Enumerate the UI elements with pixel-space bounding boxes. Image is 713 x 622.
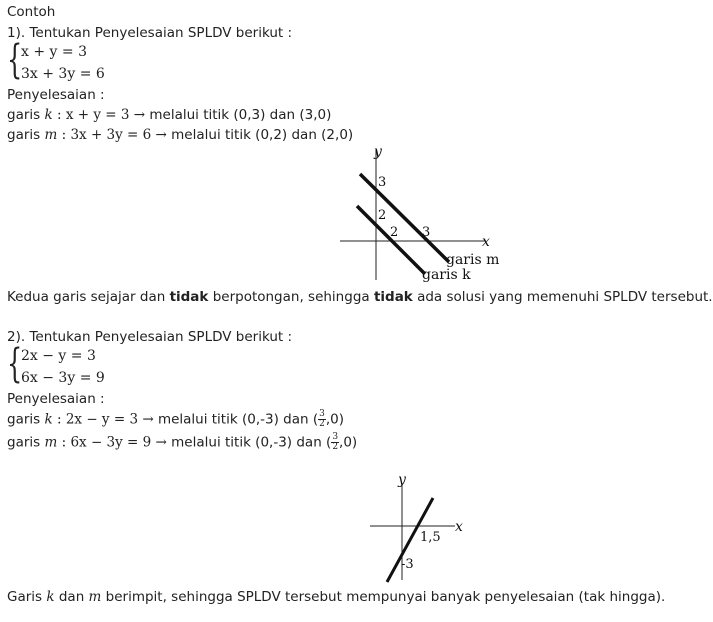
ex2-eq1: 2x − y = 3 — [21, 348, 96, 364]
ex2-k-fraction: $\frac{3}{2}$ — [319, 409, 325, 429]
ex1-tick-y3: 3 — [378, 175, 387, 190]
ex2-solution-label: Penyelesaian : — [7, 391, 105, 407]
ex1-conclusion: Kedua garis sejajar dan tidak berpotongan, sehingga tidak ada solusi yang memenuhi SPLDV tersebut. — [7, 289, 713, 305]
ex1-line-k-plot — [360, 174, 449, 262]
ex1-eq1: x + y = 3 — [21, 44, 87, 60]
ex2-graph — [360, 470, 480, 588]
ex2-tick-y: -3 — [401, 557, 414, 572]
ex2-axis-x-label: x — [455, 519, 463, 535]
ex1-line-k: garis k : x + y = 3 → melalui titik (0,3) dan (3,0) — [7, 107, 332, 123]
heading: Contoh — [7, 4, 56, 20]
ex1-label-garis-m: garis m — [446, 252, 500, 268]
ex2-m-fraction: $\frac{3}{2}$ — [332, 432, 339, 452]
ex1-title: 1). Tentukan Penyelesaian SPLDV berikut : — [7, 25, 293, 41]
ex1-label-garis-k: garis k — [422, 267, 471, 283]
ex1-axis-y-label: y — [374, 144, 382, 160]
ex1-solution-label: Penyelesaian : — [7, 87, 105, 103]
ex2-line-m: garis m : 6x − 3y = 9 → melalui titik (0,-3) dan ( $\frac{3}{2}$ ,0) — [7, 432, 358, 452]
ex1-axis-x-label: x — [482, 234, 490, 250]
ex2-line-k: garis k : 2x − y = 3 → melalui titik (0,-3) dan ( $\frac{3}{2}$ ,0) — [7, 409, 344, 429]
ex1-brace: { — [7, 37, 23, 83]
ex2-tick-x: 1,5 — [420, 530, 441, 545]
ex1-tick-x3: 3 — [422, 225, 431, 240]
ex1-line-m: garis m : 3x + 3y = 6 → melalui titik (0,2) dan (2,0) — [7, 127, 354, 143]
ex1-tick-y2: 2 — [378, 208, 387, 223]
ex2-axis-y-label: y — [398, 472, 406, 488]
ex2-title: 2). Tentukan Penyelesaian SPLDV berikut : — [7, 329, 293, 345]
ex1-line-m-plot — [357, 206, 425, 274]
ex2-brace: { — [7, 341, 23, 387]
ex1-tick-x2: 2 — [390, 225, 399, 240]
ex1-graph — [330, 140, 510, 285]
ex2-conclusion: Garis k dan m berimpit, sehingga SPLDV tersebut mempunyai banyak penyelesaian (tak hingga). — [7, 589, 666, 605]
ex2-eq2: 6x − 3y = 9 — [21, 370, 105, 386]
ex1-eq2: 3x + 3y = 6 — [21, 66, 105, 82]
